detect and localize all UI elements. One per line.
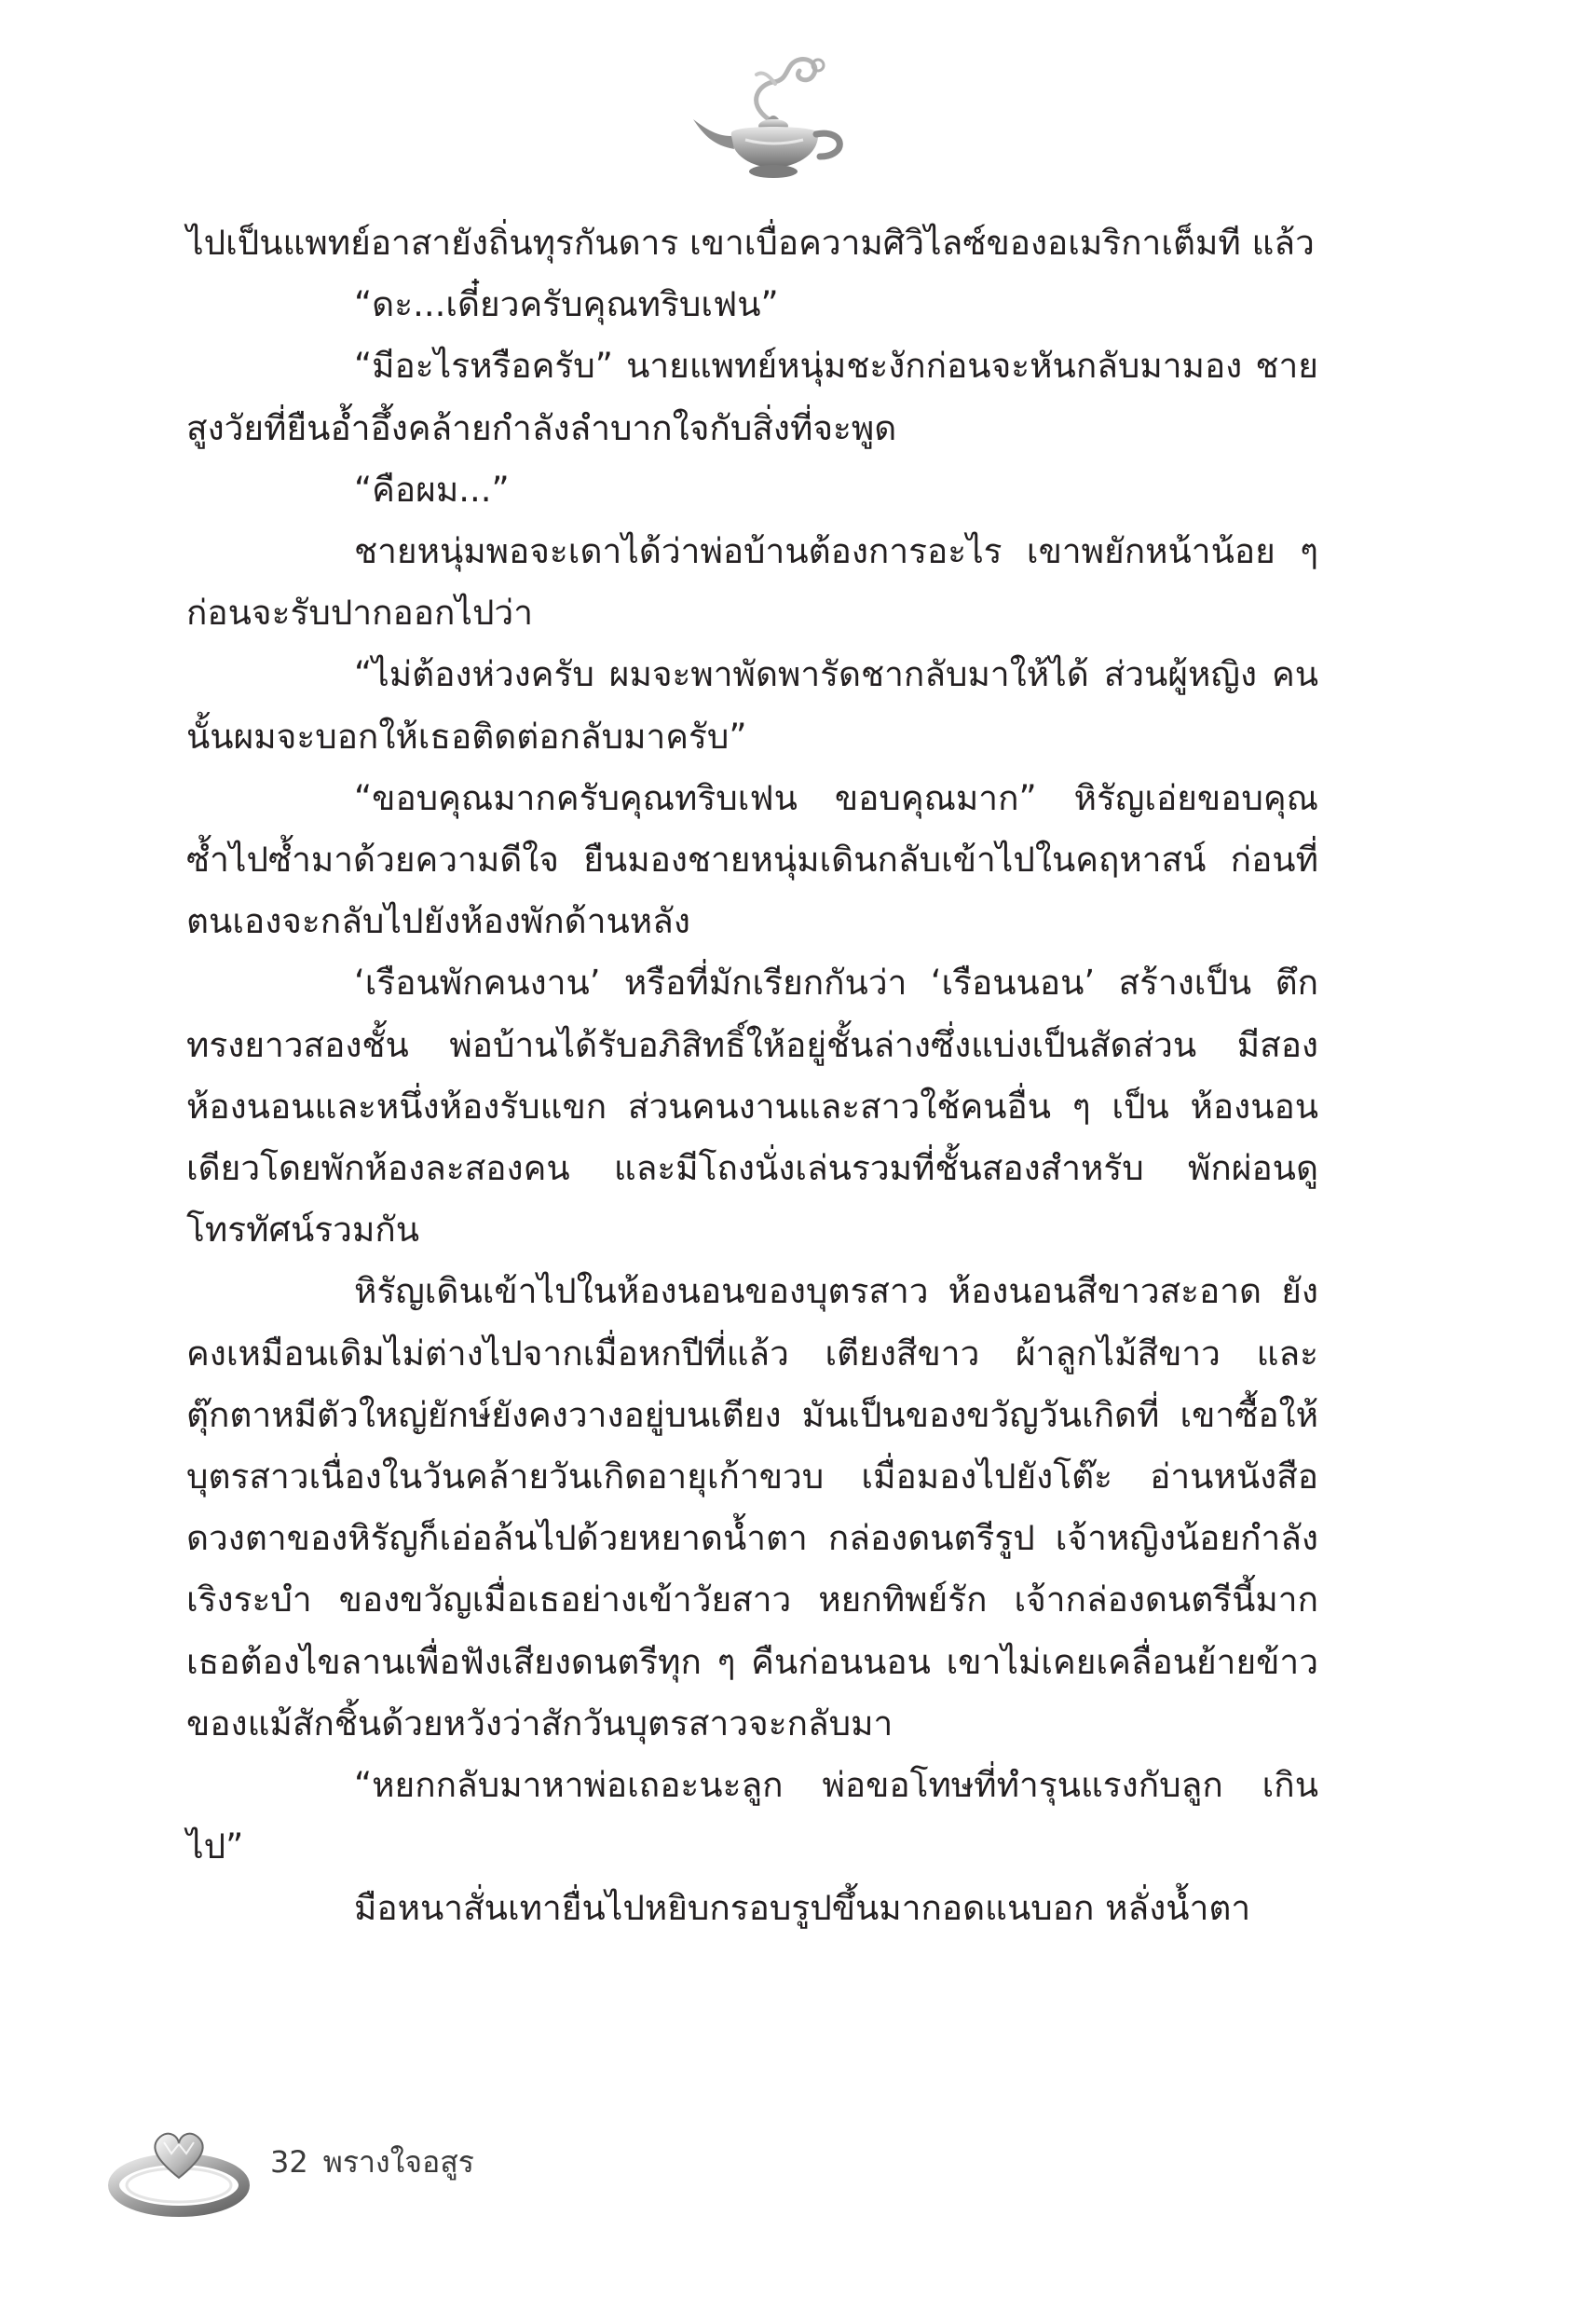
paragraph: “คือผม...” — [354, 469, 510, 510]
paragraph: “หยกกลับมาหาพ่อเถอะนะลูก พ่อขอโทษที่ทำรุนแรงกับลูก เกินไป” — [186, 1765, 1318, 1867]
paragraph: ‘เรือนพักคนงาน’ หรือที่มักเรียกกันว่า ‘เรือนนอน’ สร้างเป็น ตึกทรงยาวสองชั้น พ่อบ้านได้รับอภิสิทธิ์ให้อยู่ชั้นล่างซึ่งแบ่งเป็นสัดส่วน มีสองห้องนอนและหนึ่งห้องรับแขก ส่วนคนงานและสาวใช้คนอื่น ๆ เป็น ห้องนอนเดียวโดยพักห้องละสองคน และมีโถงนั่งเล่นรวมที่ชั้นสองสำหรับ พักผ่อนดูโทรทัศน์รวมกัน — [186, 963, 1318, 1251]
paragraph: “ขอบคุณมากครับคุณทริบเฟน ขอบคุณมาก” หิรัญเอ่ยขอบคุณ ซ้ำไปซ้ำมาด้วยความดีใจ ยืนมองชายหนุ่มเดินกลับเข้าไปในคฤหาสน์ ก่อนที่ตนเองจะกลับไปยังห้องพักด้านหลัง — [186, 777, 1318, 942]
paragraph: “ดะ...เดี๋ยวครับคุณทริบเฟน” — [354, 284, 779, 325]
genie-lamp-ornament — [680, 47, 866, 186]
paragraph: ชายหนุ่มพอจะเดาได้ว่าพ่อบ้านต้องการอะไร เขาพยักหน้าน้อย ๆ ก่อนจะรับปากออกไปว่า — [186, 531, 1318, 634]
heart-ring-icon — [102, 2120, 256, 2222]
paragraph: ไปเป็นแพทย์อาสายังถิ่นทุรกันดาร เขาเบื่อความศิวิไลซ์ของอเมริกาเต็มที แล้ว — [186, 223, 1315, 263]
page-footer — [102, 2120, 662, 2222]
paragraph: หิรัญเดินเข้าไปในห้องนอนของบุตรสาว ห้องนอนสีขาวสะอาด ยังคงเหมือนเดิมไม่ต่างไปจากเมื่อหกปีที่แล้ว เตียงสีขาว ผ้าลูกไม้สีขาว และตุ๊กตาหมีตัวใหญ่ยักษ์ยังคงวางอยู่บนเตียง มันเป็นของขวัญวันเกิดที่ เขาซื้อให้บุตรสาวเนื่องในวันคล้ายวันเกิดอายุเก้าขวบ เมื่อมองไปยังโต๊ะ อ่านหนังสือดวงตาของหิรัญก็เอ่อล้นไปด้วยหยาดน้ำตา กล่องดนตรีรูป เจ้าหญิงน้อยกำลังเริงระบำ ของขวัญเมื่อเธอย่างเข้าวัยสาว หยกทิพย์รัก เจ้ากล่องดนตรีนี้มาก เธอต้องไขลานเพื่อฟังเสียงดนตรีทุก ๆ คืนก่อนนอน เขาไม่เคยเคลื่อนย้ายข้าวของแม้สักชิ้นด้วยหวังว่าสักวันบุตรสาวจะกลับมา — [186, 1271, 1318, 1744]
paragraph: “ไม่ต้องห่วงครับ ผมจะพาพัดพารัดชากลับมาให้ได้ ส่วนผู้หญิง คนนั้นผมจะบอกให้เธอติดต่อกลับมาครับ” — [186, 654, 1318, 757]
paragraph: “มีอะไรหรือครับ” นายแพทย์หนุ่มชะงักก่อนจะหันกลับมามอง ชายสูงวัยที่ยืนอ้ำอึ้งคล้ายกำลังลำบากใจกับสิ่งที่จะพูด — [186, 346, 1318, 448]
folio — [270, 2139, 474, 2186]
paragraph: มือหนาสั่นเทายื่นไปหยิบกรอบรูปขึ้นมากอดแนบอก หลั่งน้ำตา — [354, 1888, 1251, 1929]
page-number: 32 — [270, 2144, 308, 2180]
book-title: พรางใจอสูร — [322, 2144, 474, 2180]
body-text — [186, 212, 1318, 1940]
